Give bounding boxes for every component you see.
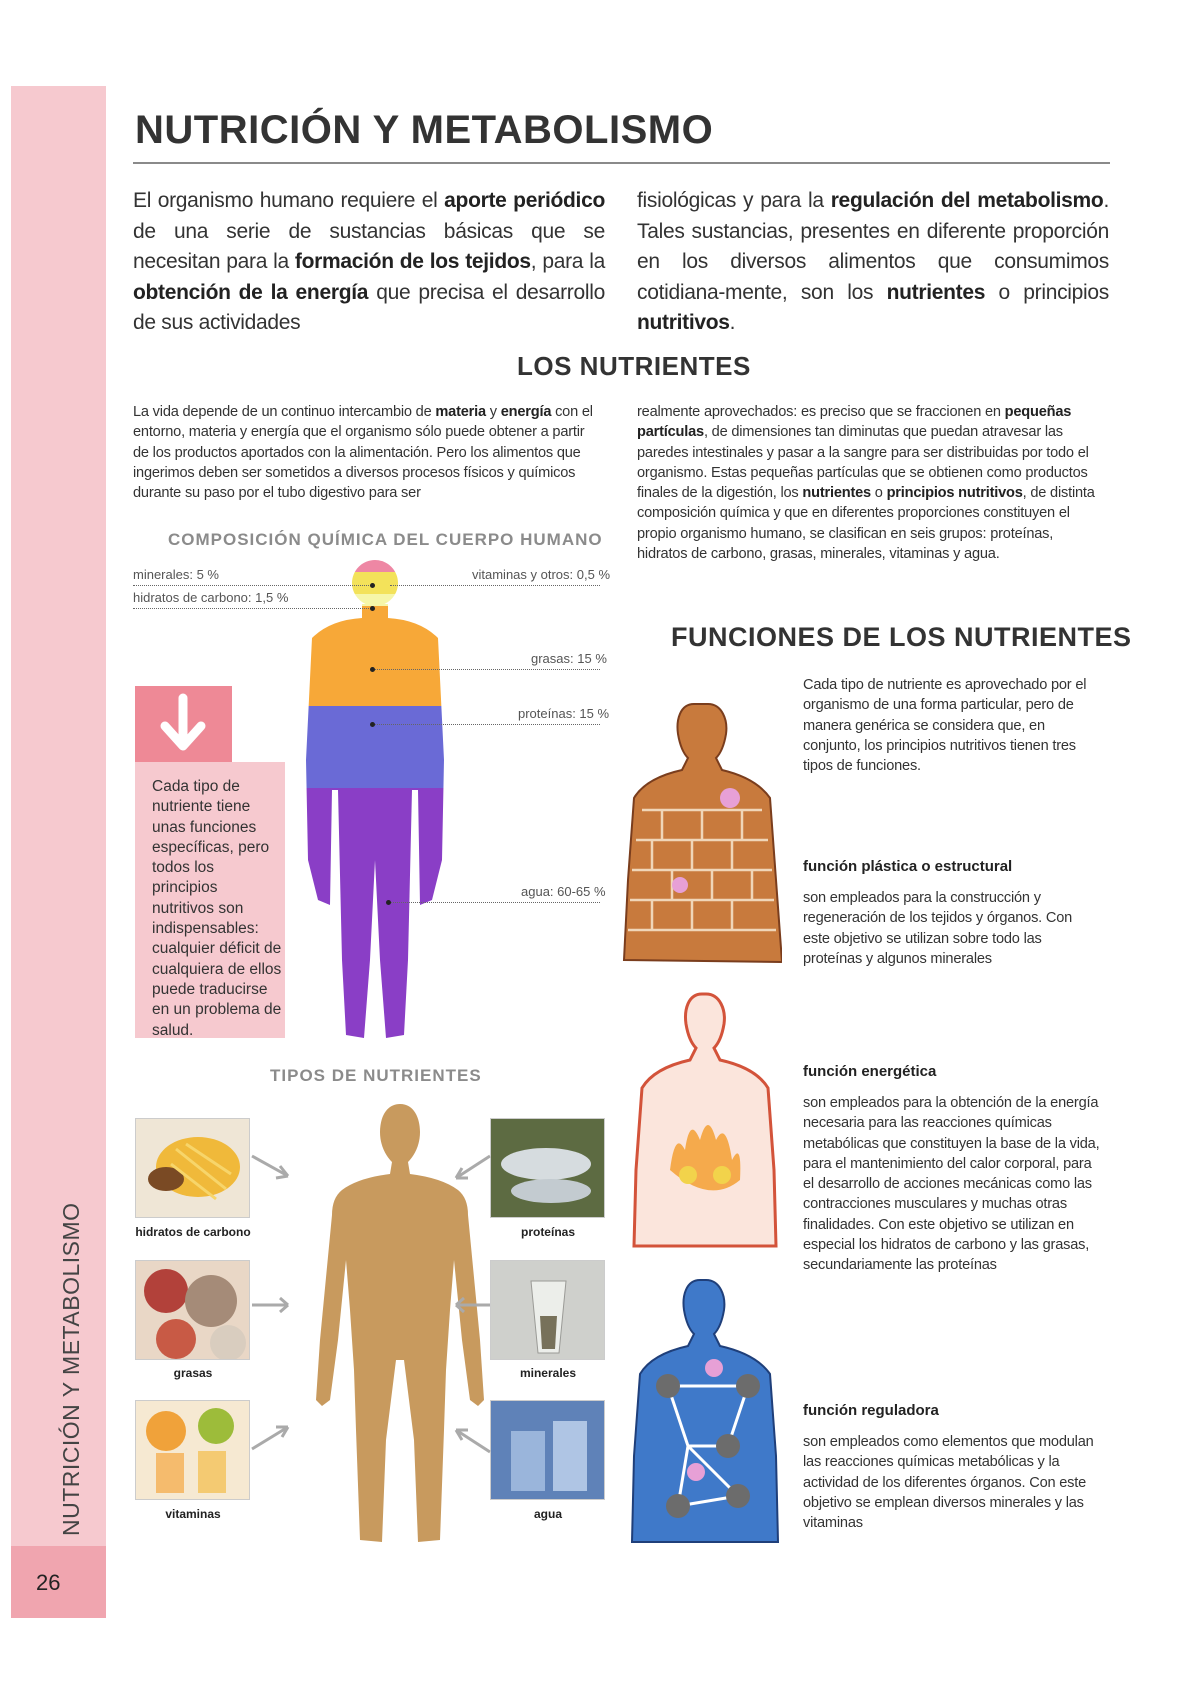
text-run: El organismo humano requiere el (133, 189, 445, 212)
funciones-intro: Cada tipo de nutriente es aprovechado por el organismo de una forma particular, pero de manera genérica se considera que, en conjunto, los principios nutritivos tienen tres tipos de funciones. (803, 677, 1087, 775)
label-tipo-hidratos: hidratos de carbono (135, 1225, 251, 1239)
text-run: de una serie de sustancias básicas que se necesitan para la (133, 219, 605, 273)
sidebar-title: NUTRICIÓN Y METABOLISMO (58, 1202, 84, 1536)
label-tipo-vitaminas: vitaminas (165, 1507, 221, 1521)
leader-minerales (133, 585, 373, 586)
label-tipo-minerales: minerales (519, 1366, 577, 1380)
note-arrow-box (135, 686, 232, 762)
bold-run: regulación del metabolismo (830, 189, 1104, 212)
los-nutrientes-right (637, 402, 1107, 564)
text-run: . (729, 311, 736, 334)
text-run: realmente aprovechados: es preciso que se fraccionen en (637, 404, 1005, 420)
tipos-heading: TIPOS DE NUTRIENTES (270, 1066, 482, 1085)
leader-vitaminas (390, 585, 600, 586)
intro-right (637, 186, 1109, 339)
body-composition-figure (290, 560, 460, 1042)
energetica-figure (630, 990, 780, 1250)
band-agua (290, 788, 460, 1042)
hidratos-photo (135, 1118, 250, 1218)
page-title: NUTRICIÓN Y METABOLISMO (135, 108, 714, 152)
bold-run: principios nutritivos (886, 485, 1023, 502)
title-rule (133, 162, 1110, 164)
label-tipo-grasas: grasas (173, 1366, 213, 1380)
vitaminas-photo (135, 1400, 250, 1500)
bold-run: nutritivos (637, 311, 730, 334)
label-agua: agua: 60-65 % (521, 884, 606, 899)
label-hidratos: hidratos de carbono: 1,5 % (133, 590, 289, 605)
grasas-photo (135, 1260, 250, 1360)
note-text: Cada tipo de nutriente tiene unas funciones específicas, pero todos los principios nutritivos son indispensables: cualquier déficit de cualquiera de ellos puede traducirse en un problema de salud. (152, 778, 282, 1039)
plastica-text: son empleados para la construcción y regeneración de los tejidos y órganos. Con este objetivo se utilizan sobre todo las proteínas y algunos minerales (803, 890, 1073, 967)
text-run: con el entorno, materia y energía que el organismo sólo puede obtener a partir de los productos aportados con la alimentación. Pero los alimentos que ingerimos deben ser sometidos a diversos procesos físicos y químicos durante su paso por el tubo digestivo para ser (133, 404, 593, 502)
bold-run: nutrientes (802, 485, 871, 502)
leader-agua (388, 902, 600, 903)
bold-run: pequeñas partículas (637, 404, 1072, 441)
leader-grasas (372, 669, 600, 670)
text-run: o (870, 485, 887, 502)
text-run: La vida depende de un continuo intercambio de (133, 404, 436, 420)
los-nutrientes-heading: LOS NUTRIENTES (517, 351, 751, 381)
text-run: , de dimensiones tan diminutas que puedan atravesar las paredes intestinales y pasar a la sangre para ser distribuidas por todo el organismo. Estas pequeñas partículas que se obtienen como productos finales de la digestión, los (637, 424, 1089, 502)
dot-minerales (370, 583, 375, 588)
label-tipo-agua: agua (533, 1507, 562, 1521)
bold-run: energía (500, 404, 552, 420)
down-arrow-icon (135, 686, 232, 762)
intro-left (133, 186, 605, 339)
dot-agua (386, 900, 391, 905)
text-run: y (485, 404, 501, 420)
text-run: fisiológicas y para la (637, 189, 831, 212)
text-run: que precisa el desarrollo de sus actividades (133, 280, 605, 334)
text-run: , de distinta composición química y que en diferentes proporciones constituyen el propio organismo humano, se clasifican en seis grupos: proteínas, hidratos de carbono, grasas, minerales, vitaminas y agua. (637, 485, 1095, 563)
bold-run: materia (435, 404, 486, 420)
energetica-title: función energética (803, 1063, 937, 1080)
text-run: . Tales sustancias, presentes en diferente proporción en los diversos alimentos que consumimos cotidiana-mente, son los (637, 189, 1109, 304)
label-grasas: grasas: 15 % (531, 651, 607, 666)
dot-hidratos (370, 606, 375, 611)
band-proteinas (290, 706, 460, 788)
agua-photo (490, 1400, 605, 1500)
bold-run: nutrientes (886, 280, 986, 304)
arrow-left-icon (450, 1290, 495, 1320)
label-vitaminas: vitaminas y otros: 0,5 % (472, 567, 610, 582)
band-vitaminas (290, 594, 460, 606)
band-grasas (290, 606, 460, 706)
reguladora-title: función reguladora (803, 1402, 939, 1419)
page-number: 26 (36, 1570, 61, 1595)
energetica-text: son empleados para la obtención de la energía necesaria para las reacciones químicas metabólicas que constituyen la base de la vida, para el mantenimiento del calor corporal, para el desarrollo de acciones mecánicas como las contracciones musculares y muchas otras finalidades. Con este objetivo se utilizan en especial los hidratos de carbono y las grasas, secundariamente las proteínas (803, 1095, 1100, 1274)
leader-proteinas (372, 724, 600, 725)
bold-run: aporte periódico (444, 189, 605, 212)
arrow-left-icon (450, 1150, 495, 1190)
band-hidratos (290, 572, 460, 594)
arrow-right-icon (248, 1150, 308, 1190)
dot-proteinas (370, 722, 375, 727)
bold-run: formación de los tejidos (294, 250, 531, 273)
los-nutrientes-left (133, 402, 599, 503)
arrow-left-icon (450, 1418, 495, 1458)
plastica-figure (622, 700, 782, 970)
label-minerales: minerales: 5 % (133, 567, 219, 582)
proteinas-photo (490, 1118, 605, 1218)
funciones-heading: FUNCIONES DE LOS NUTRIENTES (671, 622, 1132, 652)
dot-grasas (370, 667, 375, 672)
leader-hidratos (133, 608, 373, 609)
label-proteinas: proteínas: 15 % (518, 706, 610, 721)
reguladora-text: son empleados como elementos que modulan las reacciones químicas metabólicas y la actividad de los diferentes órganos. Con este objetivo se emplean diversos minerales y las vitaminas (803, 1434, 1094, 1532)
arrow-right-icon (248, 1415, 308, 1455)
composicion-heading: COMPOSICIÓN QUÍMICA DEL CUERPO HUMANO (168, 530, 603, 549)
text-run: , para la (530, 250, 605, 273)
bold-run: obtención de la energía (133, 280, 369, 304)
reguladora-figure (628, 1276, 784, 1546)
label-tipo-proteinas: proteínas (520, 1225, 575, 1239)
plastica-title: función plástica o estructural (803, 858, 1013, 875)
arrow-right-icon (248, 1290, 308, 1320)
text-run: o principios (985, 280, 1109, 304)
band-minerales (290, 560, 460, 572)
minerales-photo (490, 1260, 605, 1360)
